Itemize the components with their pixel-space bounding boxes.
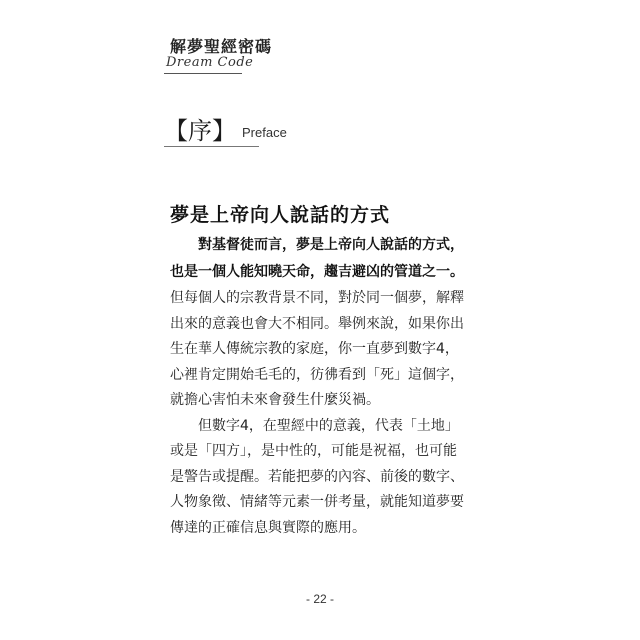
- body-line: 或是「四方」，是中性的，可能是祝福，也可能: [170, 443, 457, 459]
- section-heading-char: 【序】: [164, 117, 236, 145]
- intro-line: 對基督徒而言，夢是上帝向人說話的方式，: [198, 237, 464, 253]
- book-subtitle: Dream Code: [166, 55, 254, 70]
- body-line: 生在華人傳統宗教的家庭，你一直夢到數字4，: [170, 341, 459, 357]
- body-line: 出來的意義也會大不相同。舉例來說，如果你出: [170, 315, 464, 332]
- section-heading: [164, 112, 287, 146]
- section-heading-en: Preface: [242, 125, 287, 140]
- section-rule: [164, 146, 259, 147]
- book-title: 解夢聖經密碼: [170, 37, 273, 56]
- intro-line: 也是一個人能知曉天命，趨吉避凶的管道之一。: [170, 264, 464, 280]
- body-line: 人物象徵、情緒等元素一併考量，就能知道夢要: [170, 494, 464, 510]
- body-line: 是警告或提醒。若能把夢的內容、前後的數字、: [170, 468, 464, 485]
- body-line: 傳達的正確信息與實際的應用。: [170, 519, 366, 536]
- body-line: 就擔心害怕未來會發生什麼災禍。: [170, 392, 380, 408]
- body-text: [170, 232, 470, 541]
- chapter-title: 夢是上帝向人說話的方式: [170, 204, 391, 226]
- body-line: 心裡肯定開始毛毛的，彷彿看到「死」這個字，: [170, 366, 464, 383]
- page-number: - 22 -: [305, 592, 334, 606]
- body-line: 但數字4，在聖經中的意義，代表「土地」: [198, 417, 459, 434]
- body-line: 但每個人的宗教背景不同，對於同一個夢，解釋: [170, 290, 464, 306]
- header-rule: [164, 73, 242, 74]
